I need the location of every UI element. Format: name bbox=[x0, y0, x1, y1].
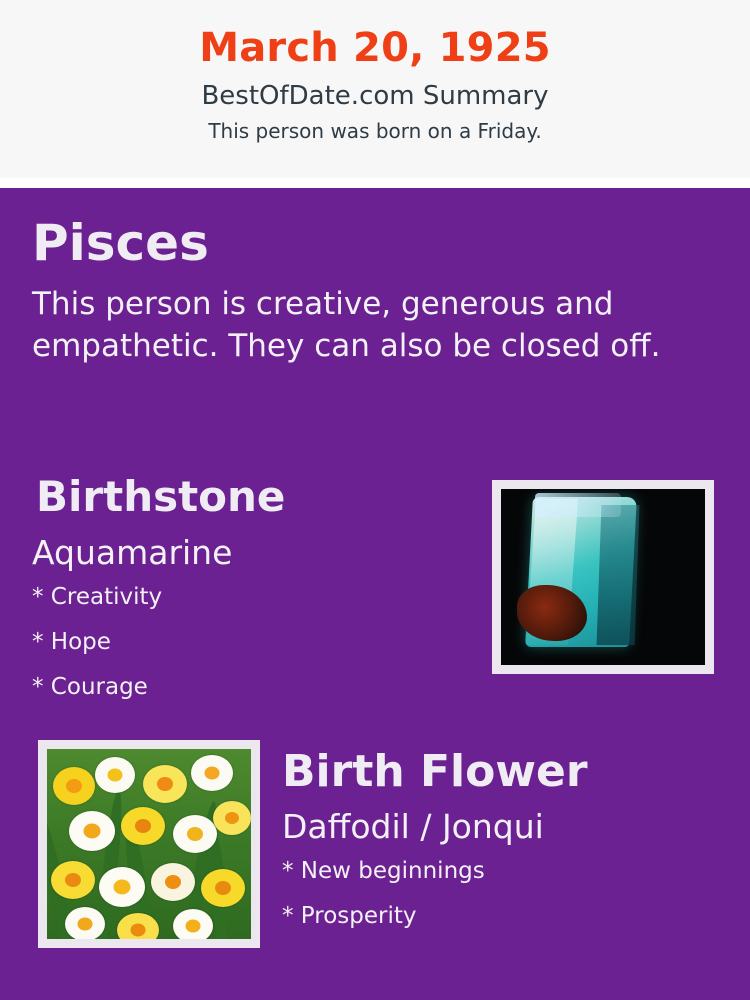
flower-bloom bbox=[201, 869, 245, 907]
flower-bloom bbox=[173, 815, 217, 853]
flower-bloom bbox=[191, 755, 233, 791]
flower-bloom bbox=[117, 913, 159, 939]
site-subtitle: BestOfDate.com Summary bbox=[201, 81, 549, 111]
flower-core bbox=[186, 920, 201, 933]
header-divider bbox=[0, 178, 750, 188]
flower-bloom bbox=[51, 861, 95, 899]
birthstone-heading: Birthstone bbox=[36, 472, 286, 521]
page-title: March 20, 1925 bbox=[199, 25, 551, 71]
flower-core bbox=[157, 777, 173, 791]
list-item: * Courage bbox=[32, 674, 148, 700]
flower-bloom bbox=[121, 807, 165, 845]
list-item: * Creativity bbox=[32, 584, 163, 610]
flower-core bbox=[65, 873, 81, 887]
flower-core bbox=[131, 924, 146, 937]
crystal-facet-dark bbox=[597, 505, 640, 645]
flower-bloom bbox=[143, 765, 187, 803]
birthstone-image bbox=[492, 480, 714, 674]
crystal-highlight bbox=[535, 493, 621, 517]
flower-bloom bbox=[65, 907, 105, 939]
birthstone-name: Aquamarine bbox=[32, 533, 233, 572]
flower-core bbox=[215, 881, 231, 895]
flower-bloom bbox=[99, 867, 145, 907]
zodiac-sign-name: Pisces bbox=[32, 214, 209, 272]
flower-core bbox=[165, 875, 181, 889]
list-item: * Hope bbox=[32, 629, 111, 655]
flower-core bbox=[78, 918, 93, 931]
list-item: * Prosperity bbox=[282, 903, 417, 929]
flower-core bbox=[84, 824, 101, 839]
flower-bloom bbox=[213, 801, 251, 835]
flower-bloom bbox=[69, 811, 115, 851]
details-panel bbox=[0, 188, 750, 1000]
flower-core bbox=[66, 779, 82, 793]
zodiac-sign-description: This person is creative, generous and empathetic. They can also be closed off. bbox=[32, 286, 661, 364]
birthflower-image bbox=[38, 740, 260, 948]
flower-core bbox=[225, 812, 239, 824]
birthflower-image-inner bbox=[47, 749, 251, 939]
flower-core bbox=[135, 819, 151, 833]
list-item: * New beginnings bbox=[282, 858, 485, 884]
flower-bloom bbox=[53, 767, 95, 805]
flower-core bbox=[205, 767, 220, 780]
flower-core bbox=[187, 827, 203, 841]
flower-bloom bbox=[95, 757, 135, 793]
birthstone-image-inner bbox=[501, 489, 705, 665]
flower-bloom bbox=[151, 863, 195, 901]
born-day-text: This person was born on a Friday. bbox=[208, 118, 542, 143]
birthstone-traits bbox=[32, 586, 452, 721]
flower-bloom bbox=[173, 909, 213, 939]
birthflower-name: Daffodil / Jonqui bbox=[282, 807, 544, 846]
birthflower-traits bbox=[282, 860, 712, 950]
flower-core bbox=[114, 880, 131, 895]
flower-core bbox=[108, 769, 123, 782]
birthflower-heading: Birth Flower bbox=[282, 746, 588, 797]
header bbox=[0, 0, 750, 178]
